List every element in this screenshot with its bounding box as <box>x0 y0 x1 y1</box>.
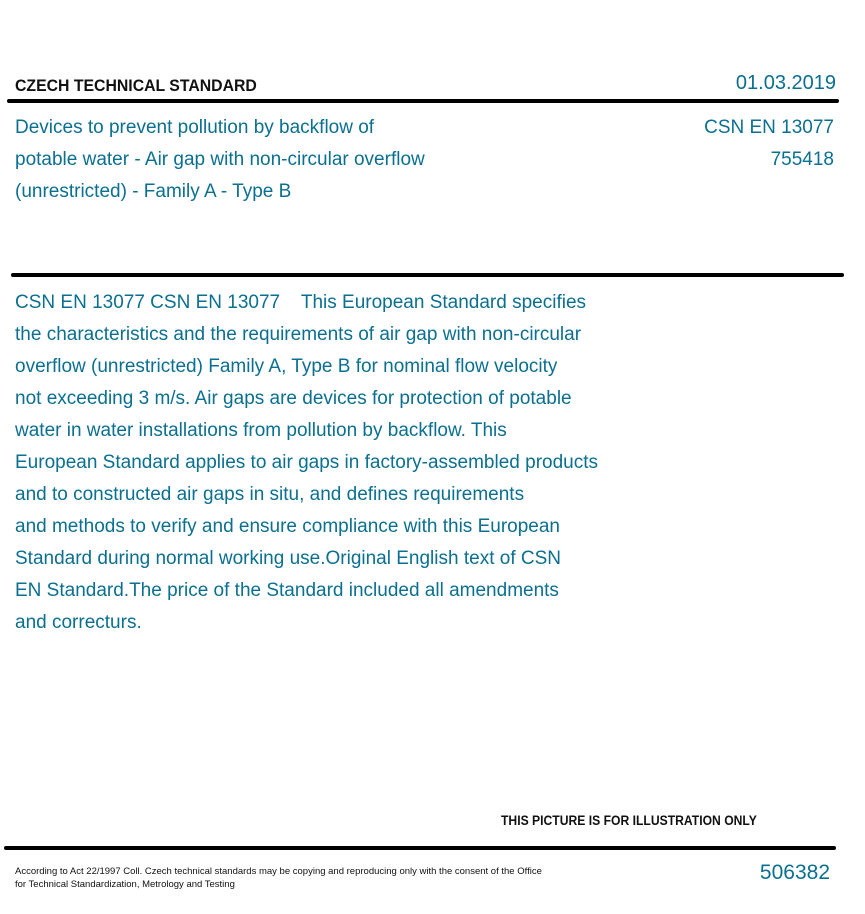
title-divider <box>11 273 844 277</box>
title-line: Devices to prevent pollution by backflow of <box>15 117 375 138</box>
description-line: water in water installations from pollution by backflow. This <box>15 420 507 441</box>
standard-number: 755418 <box>770 149 834 170</box>
description-line: CSN EN 13077 CSN EN 13077 This European Standard specifies <box>15 292 587 313</box>
title-line: (unrestricted) - Family A - Type B <box>15 181 292 202</box>
legal-line: According to Act 22/1997 Coll. Czech technical standards may be copying and reproducing only with the consent of the Office <box>15 866 542 877</box>
description-line: the characteristics and the requirements of air gap with non-circular <box>15 324 582 345</box>
footer-divider <box>4 846 836 850</box>
document-type-label: CZECH TECHNICAL STANDARD <box>15 76 257 95</box>
description <box>15 287 598 639</box>
description-line: overflow (unrestricted) Family A, Type B for nominal flow velocity <box>15 356 558 377</box>
standard-code: CSN EN 13077 <box>704 117 834 138</box>
description-line: Standard during normal working use.Original English text of CSN <box>15 548 561 569</box>
description-line: and correcturs. <box>15 612 142 633</box>
description-line: and to constructed air gaps in situ, and defines requirements <box>15 484 525 505</box>
legal-line: for Technical Standardization, Metrology and Testing <box>15 879 235 890</box>
publication-date: 01.03.2019 <box>735 72 836 94</box>
title-line: potable water - Air gap with non-circular overflow <box>15 149 425 170</box>
header-divider <box>7 99 839 103</box>
legal-notice <box>15 865 542 891</box>
description-line: and methods to verify and ensure compliance with this European <box>15 516 560 537</box>
description-line: EN Standard.The price of the Standard included all amendments <box>15 580 559 601</box>
illustration-note: THIS PICTURE IS FOR ILLUSTRATION ONLY <box>501 813 757 828</box>
description-line: European Standard applies to air gaps in factory-assembled products <box>15 452 599 473</box>
description-line: not exceeding 3 m/s. Air gaps are devices for protection of potable <box>15 388 572 409</box>
document-id: 506382 <box>759 861 830 884</box>
standard-title <box>15 112 425 208</box>
